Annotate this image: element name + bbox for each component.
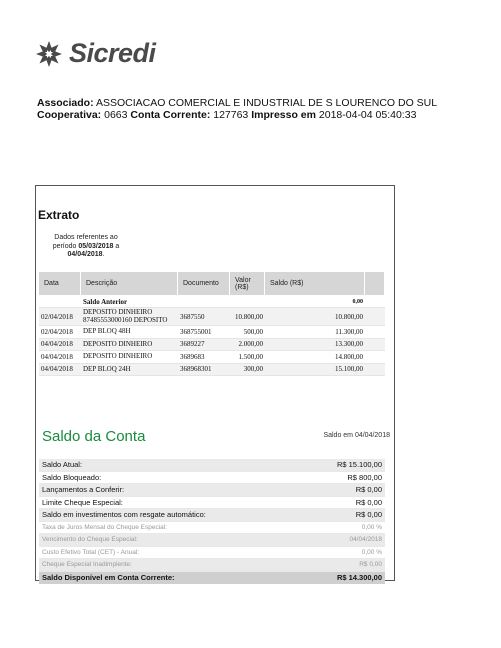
summary-label: Saldo em investimentos com resgate automático:	[42, 510, 206, 520]
impresso-label: Impresso em	[251, 109, 316, 121]
period-mid: a	[115, 242, 120, 250]
cooperativa-value: 0663	[104, 109, 128, 121]
table-row	[39, 308, 385, 326]
summary-value: R$ 0,00	[355, 510, 382, 520]
cell-data: 04/04/2018	[41, 340, 73, 349]
summary-label: Vencimento do Cheque Especial:	[42, 536, 138, 544]
table-row	[39, 326, 385, 339]
header-documento: Documento	[178, 272, 230, 295]
sicredi-logo-icon	[34, 39, 64, 69]
cell-data: 02/04/2018	[41, 327, 73, 336]
cell-documento: 3689683	[180, 352, 205, 361]
cell-documento: 368968301	[180, 365, 212, 374]
summary-label: Saldo Bloqueado:	[42, 472, 102, 482]
balance-summary	[39, 459, 385, 584]
summary-row	[39, 509, 385, 522]
summary-label: Taxa de Juros Mensal do Cheque Especial:	[42, 523, 168, 531]
summary-value: R$ 800,00	[347, 472, 382, 482]
cell-descricao: DEPOSITO DINHEIRO	[83, 352, 153, 360]
cell-data: 04/04/2018	[41, 352, 73, 361]
summary-row	[39, 522, 385, 535]
summary-row	[39, 472, 385, 485]
header-spacer	[365, 272, 385, 295]
table-row	[39, 364, 385, 377]
summary-value: 04/04/2018	[349, 536, 382, 544]
associado-value: ASSOCIACAO COMERCIAL E INDUSTRIAL DE S LOURENCO DO SUL	[95, 97, 438, 109]
cell-data: 04/04/2018	[41, 365, 73, 374]
table-row-saldo-anterior	[39, 296, 385, 308]
statement-panel	[35, 185, 395, 581]
period-info	[46, 234, 126, 260]
summary-label: Cheque Especial Inadimplente:	[42, 561, 132, 569]
summary-label: Custo Efetivo Total (CET) - Anual:	[42, 548, 140, 556]
period-start: 05/03/2018	[78, 242, 114, 250]
cell-valor: 2.000,00	[238, 340, 263, 349]
summary-label: Lançamentos a Conferir:	[42, 485, 125, 495]
header-valor: Valor (R$)	[230, 272, 265, 295]
brand-logo	[34, 38, 156, 69]
cell-descricao: Saldo Anterior	[83, 297, 128, 306]
summary-value: 0,00 %	[361, 523, 382, 531]
summary-row	[39, 459, 385, 472]
table-row	[39, 351, 385, 364]
summary-row	[39, 534, 385, 547]
summary-value: R$ 15.100,00	[336, 460, 382, 470]
cell-valor: 300,00	[243, 365, 263, 374]
cell-saldo: 14.800,00	[335, 352, 363, 361]
header-descricao: Descrição	[81, 272, 178, 295]
saldo-title: Saldo da Conta	[42, 428, 146, 445]
associado-label: Associado:	[37, 97, 94, 109]
summary-value: R$ 0,00	[359, 561, 382, 569]
cell-documento: 368755001	[180, 327, 212, 336]
account-header	[37, 97, 437, 121]
conta-label: Conta Corrente:	[130, 109, 211, 121]
cell-documento: 3689227	[180, 340, 205, 349]
cell-documento: 3687550	[180, 312, 205, 321]
summary-value: 0,00 %	[361, 548, 382, 556]
period-prefix: Dados referentes ao período	[52, 234, 118, 250]
impresso-value: 2018-04-04 05:40:33	[318, 109, 417, 121]
cell-saldo: 15.100,00	[335, 365, 363, 374]
table-header	[39, 272, 385, 295]
summary-row	[39, 572, 385, 585]
summary-value: R$ 14.300,00	[336, 573, 382, 583]
extrato-title: Extrato	[38, 208, 80, 222]
cell-saldo: 10.800,00	[335, 312, 363, 321]
brand-name: Sicredi	[69, 38, 156, 68]
cell-descricao: DEP BLOQ 24H	[83, 364, 131, 373]
period-end: 04/04/2018	[67, 251, 103, 258]
cell-descricao: DEPOSITO DINHEIRO	[83, 339, 153, 348]
cell-valor: 1.500,00	[238, 352, 263, 361]
summary-row	[39, 547, 385, 560]
summary-row	[39, 484, 385, 497]
cell-data: 02/04/2018	[41, 312, 73, 321]
transactions-table	[39, 296, 385, 376]
header-data: Data	[39, 272, 81, 295]
cooperativa-label: Cooperativa:	[37, 109, 102, 121]
saldo-date: Saldo em 04/04/2018	[323, 432, 390, 439]
summary-value: R$ 0,00	[355, 497, 382, 507]
cell-valor: 500,00	[243, 327, 263, 336]
header-saldo: Saldo (R$)	[265, 272, 365, 295]
summary-row	[39, 559, 385, 572]
associado-line	[37, 97, 437, 109]
summary-label: Saldo Atual:	[42, 460, 83, 470]
cell-descricao: DEPOSITO DINHEIRO 87485553000160 DEPOSITO	[83, 308, 168, 324]
cell-valor: 10.800,00	[235, 312, 263, 321]
period-suffix: .	[102, 251, 105, 258]
summary-row	[39, 497, 385, 510]
table-row	[39, 339, 385, 352]
cell-saldo: 13.300,00	[335, 340, 363, 349]
cooperativa-line	[37, 109, 437, 121]
summary-value: R$ 0,00	[355, 485, 382, 495]
cell-saldo: 11.300,00	[335, 327, 363, 336]
summary-label: Saldo Disponível em Conta Corrente:	[42, 573, 175, 583]
conta-value: 127763	[213, 109, 249, 121]
summary-label: Limite Cheque Especial:	[42, 497, 123, 507]
cell-descricao: DEP BLOQ 48H	[83, 327, 131, 335]
cell-saldo: 0,00	[352, 298, 363, 305]
